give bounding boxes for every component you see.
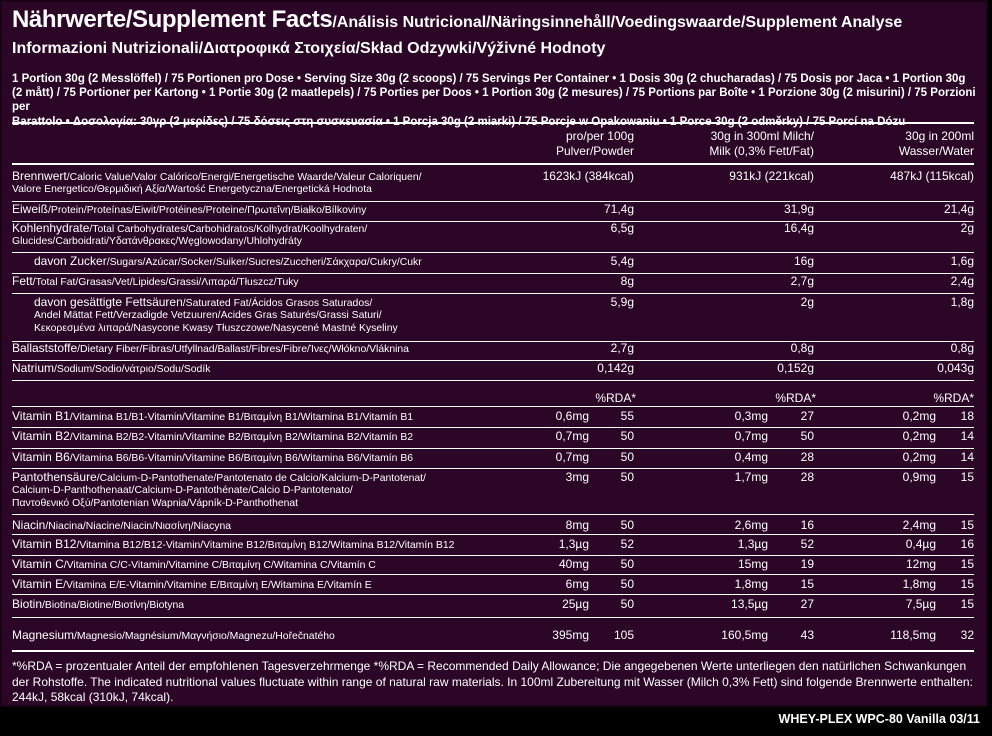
row-divider — [12, 252, 974, 253]
rda-milk: 16 — [800, 518, 814, 532]
nutrient-translations: /Vitamina B12/B12-Vitamin/Vitamine B12/Βιταμίνη B12/Witamina B12/Vitamín B12 — [76, 540, 455, 551]
row-divider — [12, 448, 974, 449]
nutrient-name: Vitamin B1 — [12, 409, 70, 423]
amount-per-100g: 3mg — [565, 470, 589, 484]
rda-header: %RDA* — [595, 391, 636, 405]
value-milk: 931kJ (221kcal) — [729, 169, 814, 183]
nutrient-translations: /Sugars/Azúcar/Socker/Suiker/Sucres/Zuccheri/Σάκχαρα/Cukry/Cukr — [106, 257, 422, 268]
nutrient-name: Vitamin B6 — [12, 450, 70, 464]
amount-milk: 13,5µg — [731, 597, 768, 611]
nutrient-translations: /Biotina/Biotine/Βιοτίνη/Biotyna — [42, 600, 185, 611]
amount-water: 0,9mg — [902, 470, 936, 484]
rda-per-100g: 50 — [620, 450, 634, 464]
rda-milk: 27 — [800, 597, 814, 611]
nutrient-translations: /Vitamina C/C-Vitamin/Vitamine C/Βιταμίνη C/Witamina C/Vitamín C — [63, 560, 376, 571]
value-water: 0,043g — [937, 361, 974, 375]
row-divider — [12, 293, 974, 294]
value-water: 0,8g — [950, 341, 974, 355]
nutrient-label — [12, 519, 231, 533]
nutrient-name: davon gesättigte Fettsäuren — [34, 295, 183, 309]
value-milk: 16g — [793, 254, 814, 268]
value-milk: 16,4g — [783, 221, 814, 235]
rda-water: 15 — [960, 557, 974, 571]
amount-water: 0,2mg — [902, 409, 936, 423]
amount-milk: 160,5mg — [721, 628, 768, 642]
value-milk: 2g — [800, 295, 814, 309]
row-divider — [12, 427, 974, 428]
rda-milk: 19 — [800, 557, 814, 571]
value-per-100g: 5,4g — [610, 254, 634, 268]
product-code: WHEY-PLEX WPC-80 Vanilla 03/11 — [778, 712, 980, 726]
rda-water: 15 — [960, 518, 974, 532]
rda-milk: 27 — [800, 409, 814, 423]
nutrient-name: Magnesium — [12, 628, 75, 642]
nutrient-translations: /Caloric Value/Valor Calórico/Energi/Energetische Waarde/Valeur Caloriquen/ — [66, 172, 422, 183]
row-divider — [12, 360, 974, 361]
amount-per-100g: 0,7mg — [555, 429, 589, 443]
row-divider — [12, 468, 974, 469]
row-divider — [12, 201, 974, 202]
rda-water: 14 — [960, 429, 974, 443]
amount-per-100g: 0,6mg — [555, 409, 589, 423]
rda-per-100g: 50 — [620, 518, 634, 532]
value-water: 487kJ (115kcal) — [890, 169, 974, 183]
nutrient-translations: /Vitamina B1/B1-Vitamin/Vitamine B1/Βιταμίνη B1/Witamina B1/Vitamín B1 — [69, 412, 414, 423]
nutrient-translations-continued: Andel Mättat Fett/Verzadigde Vetzuuren/Acides Gras Saturés/Grassi Saturi/ Κεκορεσμένα λιπαρά/Nasycone Kwasy Tłuszczowe/Nasycené Mastné Kyseliny — [34, 310, 398, 334]
rda-per-100g: 50 — [620, 557, 634, 571]
nutrient-name: Niacin — [12, 518, 46, 532]
value-milk: 2,7g — [790, 274, 814, 288]
nutrient-name: davon Zucker — [34, 254, 107, 268]
amount-water: 118,5mg — [890, 628, 936, 642]
nutrient-label — [12, 451, 413, 465]
amount-water: 7,5µg — [905, 597, 936, 611]
nutrient-label — [12, 558, 376, 572]
rda-per-100g: 55 — [620, 409, 634, 423]
rda-header: %RDA* — [933, 391, 974, 405]
rda-per-100g: 50 — [620, 429, 634, 443]
amount-milk: 0,7mg — [734, 429, 768, 443]
nutrient-label — [12, 275, 299, 289]
amount-milk: 1,3µg — [737, 537, 768, 551]
value-per-100g: 5,9g — [610, 295, 634, 309]
nutrient-translations-continued: Valore Energetico/Θερμιδική Αξία/Wartość Energetyczna/Energetická Hodnota — [12, 184, 372, 195]
nutrient-name: Vitamin E — [12, 577, 64, 591]
value-milk: 0,8g — [790, 341, 814, 355]
amount-milk: 1,7mg — [734, 470, 768, 484]
value-per-100g: 8g — [620, 274, 634, 288]
value-water: 21,4g — [943, 202, 974, 216]
nutrient-label — [12, 362, 210, 376]
nutrient-name: Vitamin B2 — [12, 429, 70, 443]
nutrient-translations: /Vitamina B2/B2-Vitamin/Vitamine B2/Βιταμίνη B2/Witamina B2/Vitamín B2 — [69, 432, 414, 443]
nutrient-translations: /Protein/Proteínas/Eiwit/Protéines/Proteine/Πρωτεΐνη/Białko/Bílkoviny — [48, 205, 367, 216]
rda-water: 16 — [960, 537, 974, 551]
nutrient-label — [34, 296, 372, 310]
amount-per-100g: 1,3µg — [558, 537, 589, 551]
rda-water: 15 — [960, 597, 974, 611]
nutrient-translations: /Vitamina E/E-Vitamin/Vitamine E/Βιταμίνη E/Witamina E/Vitamín E — [63, 580, 372, 591]
value-milk: 31,9g — [783, 202, 814, 216]
value-per-100g: 2,7g — [610, 341, 634, 355]
row-divider — [12, 574, 974, 575]
nutrient-name: Biotin — [12, 597, 43, 611]
rda-milk: 50 — [800, 429, 814, 443]
rda-per-100g: 52 — [620, 537, 634, 551]
nutrient-name: Brennwert — [12, 169, 67, 183]
column-header-per-100g: pro/per 100g Pulver/Powder — [555, 129, 634, 158]
nutrient-translations: /Sodium/Sodio/νάτριο/Sodu/Sodík — [54, 364, 211, 375]
rda-milk: 28 — [800, 450, 814, 464]
nutrient-translations: /Vitamina B6/B6-Vitamin/Vitamine B6/Βιταμίνη B6/Witamina B6/Vitamín B6 — [69, 453, 414, 464]
nutrient-translations: /Niacina/Niacine/Niacin/Νιασίνη/Niacyna — [45, 521, 232, 532]
rda-per-100g: 50 — [620, 577, 634, 591]
value-per-100g: 1623kJ (384kcal) — [542, 169, 634, 183]
nutrient-translations: /Dietary Fiber/Fibras/Utfyllnad/Ballast/Fibres/Fibre/Ίνες/Włókno/Vláknina — [77, 344, 409, 355]
amount-water: 1,8mg — [902, 577, 936, 591]
nutrient-translations: /Total Fat/Grasas/Vet/Lipides/Grassi/Λιπαρά/Tłuszcz/Tuky — [32, 277, 299, 288]
nutrient-name: Ballaststoffe — [12, 341, 78, 355]
nutrient-name: Vitamin C — [12, 557, 64, 571]
title-main: Nährwerte/Supplement Facts — [12, 6, 333, 33]
nutrient-label — [12, 471, 426, 485]
value-water: 2g — [960, 221, 974, 235]
amount-water: 0,2mg — [902, 450, 936, 464]
nutrient-label — [12, 430, 413, 444]
nutrient-label — [12, 203, 366, 217]
nutrient-label — [12, 410, 413, 424]
nutrient-translations: /Magnesio/Magnésium/Μαγνήσιο/Magnezu/Hořečnatého — [74, 631, 335, 642]
row-divider — [12, 273, 974, 274]
row-divider — [12, 617, 974, 618]
rda-per-100g: 50 — [620, 470, 634, 484]
title-languages: /Análisis Nutricional/Näringsinnehåll/Voedingswaarde/Supplement Analyse — [332, 14, 903, 31]
nutrient-name: Kohlenhydrate — [12, 221, 90, 235]
amount-water: 0,2mg — [902, 429, 936, 443]
column-header-water: 30g in 200ml Wasser/Water — [898, 129, 974, 158]
rda-water: 32 — [960, 628, 974, 642]
amount-water: 12mg — [905, 557, 936, 571]
nutrient-translations: /Calcium-D-Pantothenate/Pantotenato de Calcio/Kalcium-D-Pantotenat/ — [96, 473, 426, 484]
column-header-milk: 30g in 300ml Milch/ Milk (0,3% Fett/Fat) — [709, 129, 814, 158]
amount-per-100g: 6mg — [565, 577, 589, 591]
nutrient-label — [12, 578, 372, 592]
amount-per-100g: 0,7mg — [555, 450, 589, 464]
amount-water: 0,4µg — [905, 537, 936, 551]
nutrient-label — [12, 342, 409, 356]
amount-milk: 15mg — [737, 557, 768, 571]
amount-milk: 0,4mg — [734, 450, 768, 464]
nutrient-translations: /Total Carbohydrates/Carbohidratos/Kolhydrat/Koolhydraten/ — [89, 224, 368, 235]
rda-milk: 15 — [800, 577, 814, 591]
row-divider — [12, 406, 974, 407]
divider — [12, 650, 974, 652]
amount-per-100g: 395mg — [552, 628, 589, 642]
row-divider — [12, 380, 974, 381]
amount-milk: 0,3mg — [734, 409, 768, 423]
divider — [12, 122, 974, 124]
rda-water: 15 — [960, 577, 974, 591]
nutrient-label — [12, 538, 454, 552]
rda-milk: 28 — [800, 470, 814, 484]
rda-water: 18 — [960, 409, 974, 423]
amount-per-100g: 8mg — [565, 518, 589, 532]
value-water: 2,4g — [950, 274, 974, 288]
divider — [12, 163, 974, 165]
rda-header: %RDA* — [775, 391, 816, 405]
amount-per-100g: 25µg — [562, 597, 589, 611]
row-divider — [12, 534, 974, 535]
nutrient-name: Eiweiß — [12, 202, 49, 216]
nutrient-translations-continued: Calcium-D-Panthothenaat/Calcium-D-Pantothénate/Calcio D-Pantotenato/ Παντοθενικό Οξύ/Pantotenian Wapnia/Vápník-D-Panthothenat — [12, 485, 353, 509]
serving-size-info: 1 Portion 30g (2 Messlöffel) / 75 Portionen pro Dose • Serving Size 30g (2 scoops) / 75 Servings Per Container • 1 Dosis 30g (2 chucharadas) / 75 Dosis por Jaca • 1 Portion 30g (2 mått) / 75 Portioner per Kartong • 1 Portie 30g (2 maatlepels) / 75 Porties per Doos • 1 Portion 30g (2 mesures) / 75 Portions par Boîte • 1 Porzione 30g (2 misurini) / 75 Porzioni per Barattolo • Δοσολογία: 30γρ (2 μερίδες) / 75 δόσεις στη συσκευασία • 1 Porcja 30g (2 miarki) / 75 Porcje w Opakowaniu • 1 Porce 30g (2 odměrky) / 75 Porcí na Dózu — [12, 73, 976, 128]
row-divider — [12, 594, 974, 595]
nutrient-label — [34, 255, 422, 269]
title-line-2: Informazioni Nutrizionali/Διατροφικά Στοιχεία/Skład Odzywki/Výživné Hodnoty — [12, 40, 606, 57]
nutrient-label — [12, 170, 422, 184]
amount-milk: 1,8mg — [734, 577, 768, 591]
amount-milk: 2,6mg — [734, 518, 768, 532]
value-per-100g: 0,142g — [597, 361, 634, 375]
nutrient-name: Natrium — [12, 361, 55, 375]
value-per-100g: 6,5g — [610, 221, 634, 235]
value-water: 1,8g — [950, 295, 974, 309]
value-milk: 0,152g — [777, 361, 814, 375]
rda-milk: 43 — [800, 628, 814, 642]
footnote: *%RDA = prozentualer Anteil der empfohlenen Tagesverzehrmenge *%RDA = Recommended Daily Allowance; Die angegebenen Werte unterliegen den natürlichen Schwankungen der Rohstoffe. The indicated nutritional values fluctuate within range of natural raw materials. In 100ml Zubereitung mit Wasser (Milch 0,3% Fett) sind folgende Brennwerte enthalten: 244kJ, 58kcal (310kJ, 74kcal). — [12, 659, 973, 704]
rda-water: 14 — [960, 450, 974, 464]
rda-per-100g: 50 — [620, 597, 634, 611]
amount-water: 2,4mg — [902, 518, 936, 532]
nutrient-label — [12, 598, 184, 612]
nutrient-label — [12, 222, 367, 236]
nutrient-translations: /Saturated Fat/Ácidos Grasos Saturados/ — [182, 298, 373, 309]
value-per-100g: 71,4g — [603, 202, 634, 216]
nutrient-name: Fett — [12, 274, 33, 288]
nutrient-label — [12, 629, 335, 643]
rda-water: 15 — [960, 470, 974, 484]
nutrient-translations-continued: Glucides/Carboidrati/Υδατάνθρακες/Węglowodany/Uhlohydráty — [12, 236, 302, 247]
row-divider — [12, 514, 974, 515]
nutrient-name: Vitamin B12 — [12, 537, 77, 551]
rda-per-100g: 105 — [613, 628, 634, 642]
row-divider — [12, 555, 974, 556]
title-line-1 — [12, 6, 902, 34]
amount-per-100g: 40mg — [558, 557, 589, 571]
nutrient-name: Pantothensäure — [12, 470, 97, 484]
value-water: 1,6g — [950, 254, 974, 268]
rda-milk: 52 — [800, 537, 814, 551]
